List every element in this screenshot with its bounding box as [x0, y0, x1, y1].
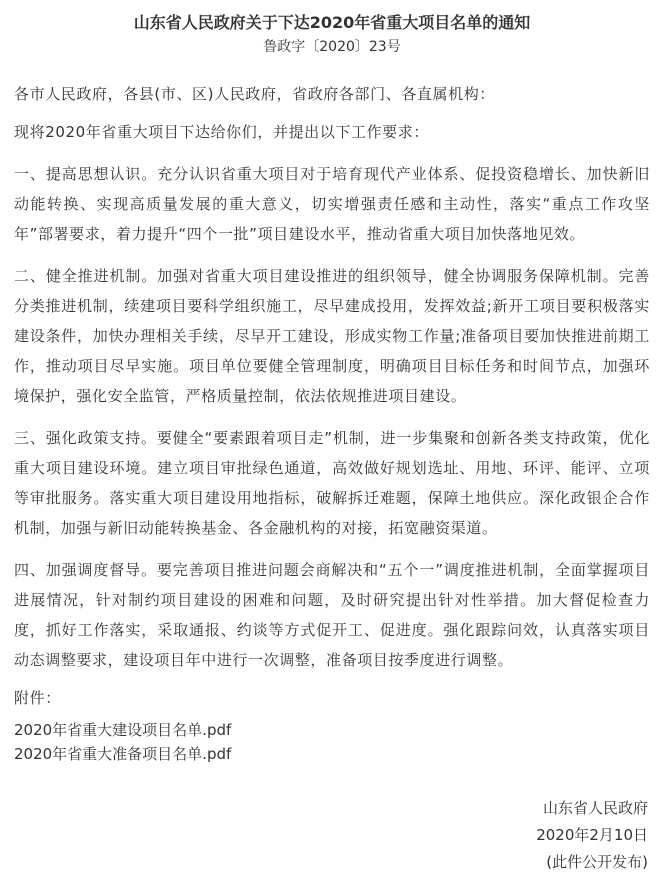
intro-paragraph: 现将2020年省重大项目下达给你们，并提出以下工作要求： [14, 123, 429, 141]
section-2-paragraph: 二、健全推进机制。加强对省重大项目建设推进的组织领导，健全协调服务保障机制。完善分类推进机制，续建项目要科学组织施工，尽早建成投用，发挥效益;新开工项目要积极落实建设条件，加快办理相关手续，尽早开工建设，形成实物工作量;准备项目要加快推进前期工作，推动项目尽早实施。项目单位要健全管理制度，明确项目目标任务和时间节点，加强环境保护，强化安全监管，严格质量控制，依法依规推进项目建设。 [14, 267, 650, 405]
signature-block [536, 795, 648, 876]
document-title: 山东省人民政府关于下达2020年省重大项目名单的通知 [133, 13, 531, 32]
issue-date: 2020年2月10日 [536, 826, 648, 844]
attachments-list [14, 718, 650, 766]
attachments-label: 附件： [14, 689, 61, 707]
section-4-paragraph: 四、加强调度督导。要完善项目推进问题会商解决和“五个一”调度推进机制，全面掌握项目进展情况，针对制约项目建设的困难和问题，及时研究提出针对性举措。加大督促检查力度，抓好工作落实，采取通报、约谈等方式促开工、促进度。强化跟踪问效，认真落实项目动态调整要求，建设项目年中进行一次调整，准备项目按季度进行调整。 [14, 561, 650, 669]
issuer-name: 山东省人民政府 [542, 799, 648, 817]
section-1-paragraph: 一、提高思想认识。充分认识省重大项目对于培育现代产业体系、促投资稳增长、加快新旧动能转换、实现高质量发展的重大意义，切实增强责任感和主动性，落实“重点工作攻坚年”部署要求，着力提升“四个一批”项目建设水平，推动省重大项目加快落地见效。 [14, 165, 650, 243]
section-3-paragraph: 三、强化政策支持。要健全“要素跟着项目走”机制，进一步集聚和创新各类支持政策，优化重大项目建设环境。建立项目审批绿色通道，高效做好规划选址、用地、环评、能评、立项等审批服务。落实重大项目建设用地指标，破解拆迁难题，保障土地供应。深化政银企合作机制，加强与新旧动能转换基金、各金融机构的对接，拓宽融资渠道。 [14, 429, 650, 537]
publication-note: (此件公开发布) [546, 853, 648, 871]
attachment-link-preparation-projects[interactable]: 2020年省重大准备项目名单.pdf [14, 745, 232, 763]
attachment-link-construction-projects[interactable]: 2020年省重大建设项目名单.pdf [14, 721, 232, 739]
document-number: 鲁政字〔2020〕23号 [263, 39, 401, 55]
salutation: 各市人民政府，各县(市、区)人民政府，省政府各部门、各直属机构： [14, 85, 495, 103]
